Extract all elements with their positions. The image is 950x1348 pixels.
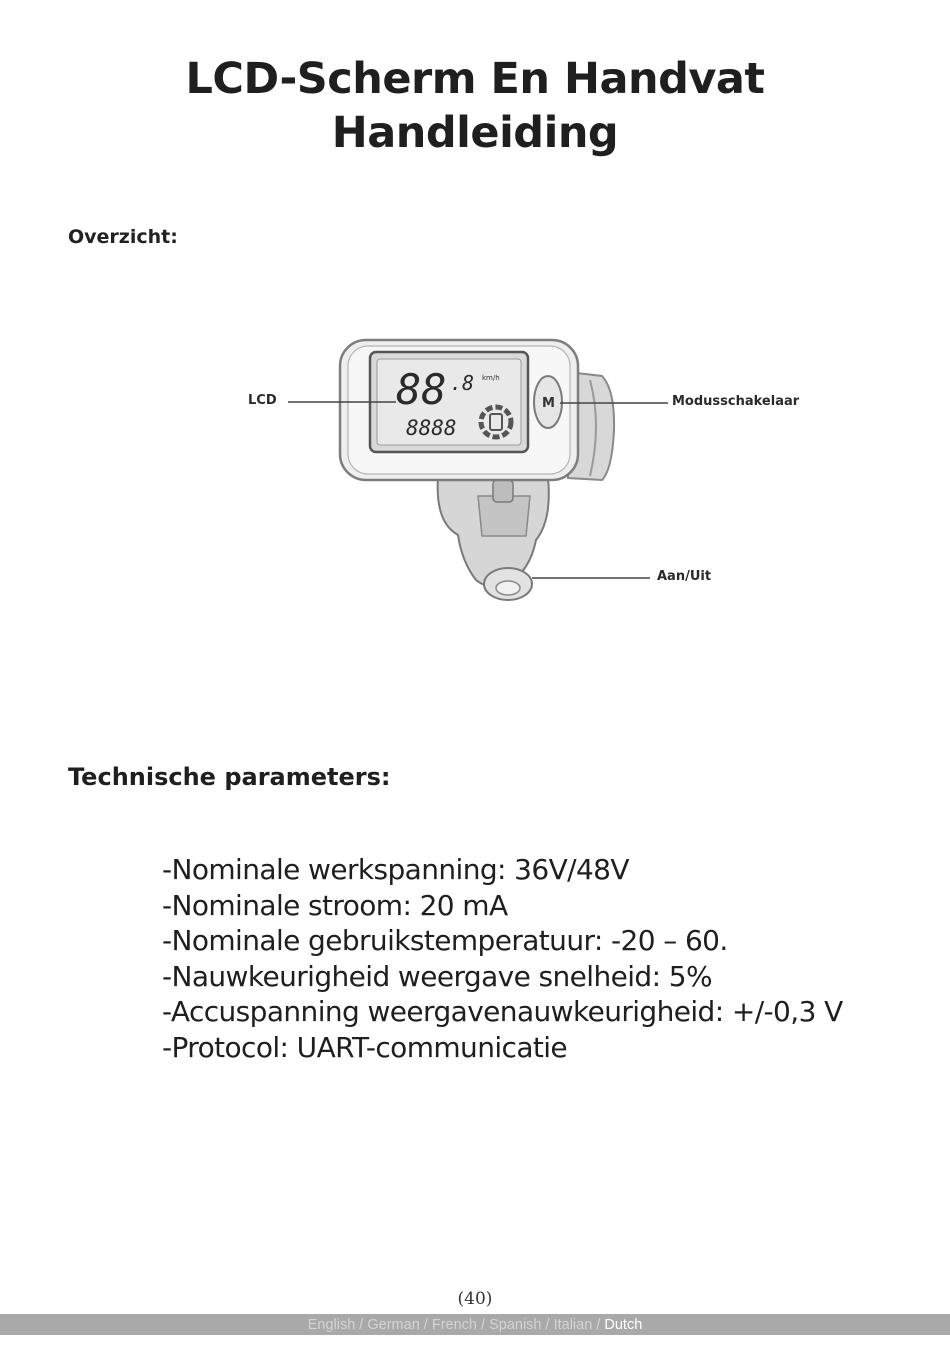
parameter-item: -Nauwkeurigheid weergave snelheid: 5% bbox=[162, 959, 712, 993]
lcd-callout-label: LCD bbox=[248, 393, 277, 408]
technical-parameters-heading: Technische parameters: bbox=[68, 763, 391, 791]
lcd-speed-readout: 88 bbox=[396, 365, 447, 414]
page-number: (40) bbox=[457, 1289, 493, 1309]
language-french[interactable]: French bbox=[431, 1317, 477, 1333]
language-german[interactable]: German bbox=[367, 1317, 420, 1333]
lcd-handle-illustration bbox=[230, 330, 820, 610]
parameter-item: -Protocol: UART-communicatie bbox=[162, 1030, 568, 1064]
lcd-odometer-readout: 8888 bbox=[406, 416, 457, 440]
lcd-unit-label: km/h bbox=[482, 374, 500, 382]
language-bar bbox=[0, 1314, 950, 1335]
technical-parameters-list bbox=[162, 852, 843, 1065]
language-english[interactable]: English bbox=[307, 1317, 356, 1333]
parameter-item: -Nominale gebruikstemperatuur: -20 – 60. bbox=[162, 924, 728, 957]
parameter-item: -Nominale stroom: 20 mA bbox=[162, 888, 508, 922]
language-separator: / bbox=[477, 1317, 490, 1333]
title-line-2: Handleiding bbox=[331, 108, 619, 158]
language-separator: / bbox=[419, 1317, 432, 1333]
language-dutch-active[interactable]: Dutch bbox=[604, 1317, 643, 1333]
language-separator: / bbox=[541, 1317, 554, 1333]
title-line-1: LCD-Scherm En Handvat bbox=[185, 54, 765, 104]
language-italian[interactable]: Italian bbox=[553, 1317, 593, 1333]
language-spanish[interactable]: Spanish bbox=[489, 1317, 542, 1333]
mode-switch-callout-label: Modusschakelaar bbox=[672, 394, 800, 409]
language-separator: / bbox=[355, 1317, 368, 1333]
parameter-item: -Nominale werkspanning: 36V/48V bbox=[162, 853, 629, 886]
parameter-item: -Accuspanning weergavenauwkeurigheid: +/-0,3 V bbox=[162, 995, 843, 1028]
overview-heading: Overzicht: bbox=[68, 226, 178, 248]
language-separator: / bbox=[592, 1317, 605, 1333]
lcd-decimal-readout: .8 bbox=[450, 371, 475, 395]
lcd-handle-figure bbox=[230, 330, 820, 610]
mode-button-letter: M bbox=[542, 396, 555, 411]
power-callout-label: Aan/Uit bbox=[657, 569, 712, 584]
page-title bbox=[0, 52, 950, 160]
